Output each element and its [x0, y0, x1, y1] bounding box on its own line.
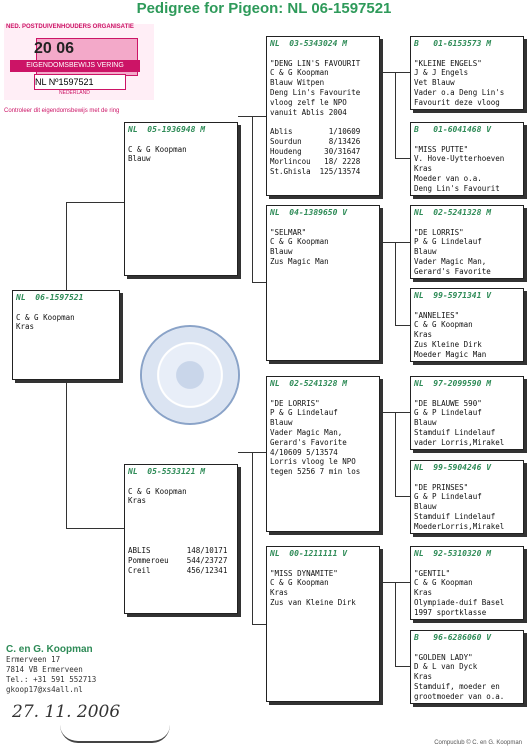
pedigree-card-fmm [410, 288, 524, 362]
certificate-year: 20 06 [34, 40, 75, 57]
pigeon-info-line: D & L van Dyck [414, 662, 478, 672]
pigeon-info-line: Olympiade-duif Basel [414, 597, 505, 607]
club-stamp [140, 325, 240, 425]
connector [395, 242, 396, 325]
pigeon-info-line: Vader Magic Man, [270, 427, 343, 437]
pigeon-info-line: Stamduif Lindelauf [414, 427, 496, 437]
connector [395, 582, 396, 666]
connector [66, 380, 67, 528]
pigeon-info-line: C & G Koopman [270, 237, 329, 247]
pigeon-info-line: Zus Kleine Dirk [414, 339, 482, 349]
ring-number: NL 02-5241328 M [414, 208, 492, 217]
certificate-control-text: Controleer dit eigendomsbewijs met de ring [4, 108, 120, 114]
pigeon-info-line: J & J Engels [414, 68, 469, 78]
ring-number: NL 92-5310320 M [414, 549, 492, 558]
pigeon-info-line: vloog zelf le NPO [270, 97, 347, 107]
pigeon-info-line: Moeder Magic Man [414, 349, 487, 359]
pigeon-info-line: Blauw Witpen [270, 78, 325, 88]
pigeon-info-line: Gerard's Favorite [414, 266, 491, 276]
pedigree-card-mm [266, 546, 380, 702]
ring-number: NL 05-5533121 M [128, 467, 206, 476]
pigeon-info-line: Kras [270, 588, 289, 598]
pedigree-card-mmm [410, 630, 524, 704]
race-result: Morlincou 18/ 2228 [270, 156, 361, 166]
pigeon-info-line: P & G Lindelauf [270, 408, 338, 418]
pigeon-info-line: Blauw [414, 418, 437, 428]
pigeon-info-line: Kras [414, 588, 433, 598]
pedigree-card-subject [12, 290, 120, 380]
pigeon-info-line: grootmoeder van o.a. [414, 691, 505, 701]
pigeon-info-line: Blauw [414, 502, 437, 512]
connector [252, 452, 253, 624]
pigeon-info-line: Moeder van o.a. [414, 173, 482, 183]
race-result: Houdeng 30/31647 [270, 146, 361, 156]
pigeon-info-line: MoederLorris,Mirakel [414, 521, 505, 531]
pedigree-card-ff [266, 36, 380, 196]
pigeon-info-line: V. Hove-Uytterhoeven [414, 154, 505, 164]
ring-number: B 01-6153573 M [414, 39, 492, 48]
pigeon-info-line: C & G Koopman [128, 144, 187, 154]
pigeon-info-line: 4/10609 5/13574 [270, 447, 338, 457]
owner-email: gkoop17@xs4all.nl [6, 685, 83, 694]
connector [252, 282, 266, 283]
certificate-ring-prefix: NL [35, 77, 47, 87]
connector [395, 412, 396, 496]
connector [395, 158, 410, 159]
pigeon-info-line: "DENG LIN'S FAVOURIT [270, 58, 361, 68]
pigeon-info-line: Kras [128, 496, 147, 506]
pigeon-info-line: 1997 sportklasse [414, 607, 487, 617]
pigeon-info-line: C & G Koopman [270, 578, 329, 588]
pigeon-info-line: C & G Koopman [270, 68, 329, 78]
pigeon-info-line: Stamduif Lindelauf [414, 511, 496, 521]
ownership-certificate [4, 24, 154, 114]
pigeon-info-line: Vader o.a Deng Lin's [414, 87, 505, 97]
pigeon-info-line: Blauw [414, 247, 437, 257]
pigeon-info-line: "GOLDEN LADY" [414, 652, 473, 662]
pigeon-info-line: Lorris vloog le NPO [270, 457, 356, 467]
pedigree-card-father [124, 122, 238, 276]
owner-address-1: Ermerveen 17 [6, 655, 61, 664]
ring-number: NL 06-1597521 [16, 293, 84, 302]
pedigree-card-fmf [410, 205, 524, 279]
ring-number: NL 00-1211111 V [270, 549, 348, 558]
connector [395, 325, 410, 326]
pigeon-info-line: Vader Magic Man, [414, 256, 487, 266]
ring-number: NL 05-1936948 M [128, 125, 206, 134]
pigeon-info-line: C & G Koopman [414, 320, 473, 330]
pigeon-info-line: Blauw [270, 247, 293, 257]
signature [60, 725, 170, 743]
pedigree-card-mmf [410, 546, 524, 620]
pigeon-info-line: "DE PRINSES" [414, 482, 469, 492]
pedigree-card-ffm [410, 122, 524, 196]
owner-name: C. en G. Koopman [6, 644, 93, 655]
certificate-country: NEDERLAND [59, 90, 90, 96]
pigeon-info-line: Kras [414, 330, 433, 340]
pigeon-info-line: C & G Koopman [128, 486, 187, 496]
pigeon-info-line: Zus Magic Man [270, 256, 329, 266]
pigeon-info-line: Kras [414, 164, 433, 174]
connector [252, 624, 266, 625]
pigeon-info-line: Zus van Kleine Dirk [270, 597, 356, 607]
owner-phone: Tel.: +31 591 552713 [6, 675, 97, 684]
footer-credit: Compuclub © C. en G. Koopman [434, 740, 522, 746]
pedigree-card-mfm [410, 460, 524, 534]
race-result: Ablis 1/10609 [270, 127, 361, 137]
certificate-ring [34, 74, 126, 90]
pigeon-info-line: Kras [414, 672, 433, 682]
certificate-owner-label: EIGENDOMSBEWIJS VERING [10, 60, 140, 72]
pigeon-info-line: Favourit deze vloog [414, 97, 500, 107]
ring-number: B 96-6286060 V [414, 633, 492, 642]
race-result: ABLIS 148/10171 [128, 546, 228, 556]
ring-number: NL 04-1389650 V [270, 208, 348, 217]
connector [395, 666, 410, 667]
race-result: St.Ghisla 125/13574 [270, 166, 361, 176]
pigeon-info-line: Gerard's Favorite [270, 437, 347, 447]
connector [66, 202, 124, 203]
pigeon-info-line: P & G Lindelauf [414, 237, 482, 247]
pigeon-info-line: vanuit Ablis 2004 [270, 107, 347, 117]
owner-address-2: 7814 VB Ermerveen [6, 665, 83, 674]
pigeon-info-line: "SELMAR" [270, 227, 307, 237]
owner-block [6, 644, 96, 695]
race-result: Sourdun 8/13426 [270, 137, 361, 147]
pigeon-info-line: Deng Lin's Favourite [270, 87, 361, 97]
pigeon-info-line: "GENTIL" [414, 568, 451, 578]
connector [252, 116, 253, 282]
ring-number: NL 03-5343024 M [270, 39, 348, 48]
pigeon-info-line: "ANNELIES" [414, 310, 460, 320]
pigeon-info-line: Vet Blauw [414, 78, 455, 88]
pedigree-card-mff [410, 376, 524, 450]
pigeon-info-line: "DE LORRIS" [414, 227, 464, 237]
pigeon-info-line: "KLEINE ENGELS" [414, 58, 482, 68]
connector [395, 496, 410, 497]
connector [66, 528, 124, 529]
pigeon-info-line: "MISS DYNAMITE" [270, 568, 338, 578]
handwritten-date: 27. 11. 2006 [12, 702, 121, 722]
pigeon-info-line: vader Lorris,Mirakel [414, 437, 505, 447]
pigeon-info-line: Kras [16, 322, 35, 332]
pedigree-card-fm [266, 205, 380, 361]
pedigree-card-mother [124, 464, 238, 614]
race-result: Pommeroeu 544/23727 [128, 555, 228, 565]
certificate-ring-number: Nº1597521 [48, 77, 94, 87]
pigeon-info-line: C & G Koopman [16, 312, 75, 322]
ring-number: NL 99-5971341 V [414, 291, 492, 300]
pedigree-card-mf [266, 376, 380, 532]
ring-number: B 01-6041468 V [414, 125, 492, 134]
race-result: Creil 456/12341 [128, 565, 228, 575]
ring-number: NL 99-5904246 V [414, 463, 492, 472]
pigeon-info-line: Deng Lin's Favourit [414, 183, 500, 193]
pedigree-card-fff [410, 36, 524, 110]
pigeon-info-line: "DE LORRIS" [270, 398, 320, 408]
pigeon-info-line: tegen 5256 7 min los [270, 467, 361, 477]
pigeon-info-line: "DE BLAUWE 590" [414, 398, 482, 408]
pigeon-info-line: G & P Lindelauf [414, 408, 482, 418]
pigeon-info-line: Blauw [270, 418, 293, 428]
connector [395, 72, 396, 158]
connector [66, 202, 67, 290]
pigeon-info-line: G & P Lindelauf [414, 492, 482, 502]
pigeon-info-line: C & G Koopman [414, 578, 473, 588]
ring-number: NL 97-2099590 M [414, 379, 492, 388]
pigeon-info-line: Blauw [128, 154, 151, 164]
pigeon-info-line: "MISS PUTTE" [414, 144, 469, 154]
ring-number: NL 02-5241328 M [270, 379, 348, 388]
pigeon-info-line: Stamduif, moeder en [414, 681, 500, 691]
certificate-organisation: NED. POSTDUIVENHOUDERS ORGANISATIE [6, 24, 134, 30]
page-title: Pedigree for Pigeon: NL 06-1597521 [136, 0, 392, 17]
